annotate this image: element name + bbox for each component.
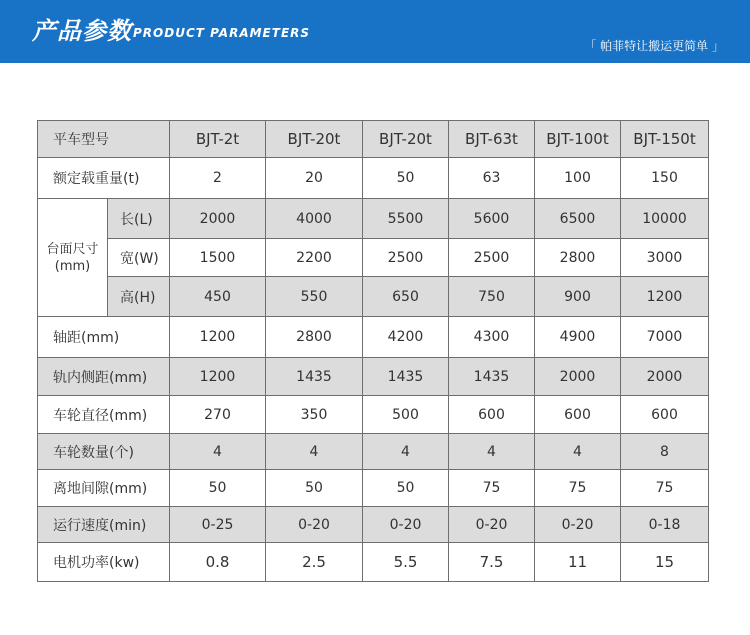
table-cell: 650 bbox=[363, 277, 449, 317]
table-cell: 5.5 bbox=[363, 543, 449, 582]
table-row-height bbox=[38, 277, 709, 317]
table-cell: 2000 bbox=[170, 199, 266, 239]
header-banner bbox=[0, 0, 750, 63]
row-label: 宽(W) bbox=[108, 239, 170, 277]
table-cell: 1435 bbox=[449, 358, 535, 396]
table-row-wheelbase bbox=[38, 317, 709, 358]
table-cell: 1500 bbox=[170, 239, 266, 277]
table-row-clearance bbox=[38, 470, 709, 507]
table-cell: 6500 bbox=[535, 199, 621, 239]
table-row-power bbox=[38, 543, 709, 582]
model-name: BJT-20t bbox=[266, 121, 363, 158]
row-label: 高(H) bbox=[108, 277, 170, 317]
table-cell: 75 bbox=[621, 470, 709, 507]
table-cell: 500 bbox=[363, 396, 449, 434]
table-cell: 2800 bbox=[535, 239, 621, 277]
table-cell: 3000 bbox=[621, 239, 709, 277]
model-name: BJT-100t bbox=[535, 121, 621, 158]
table-cell: 4900 bbox=[535, 317, 621, 358]
table-cell: 450 bbox=[170, 277, 266, 317]
table-cell: 4000 bbox=[266, 199, 363, 239]
table-cell: 5600 bbox=[449, 199, 535, 239]
table-row-load bbox=[38, 158, 709, 199]
table-cell: 2.5 bbox=[266, 543, 363, 582]
table-cell: 4 bbox=[266, 434, 363, 470]
row-label: 额定载重量(t) bbox=[38, 158, 170, 199]
table-cell: 0-18 bbox=[621, 507, 709, 543]
table-row-speed bbox=[38, 507, 709, 543]
table-cell: 1200 bbox=[170, 358, 266, 396]
table-cell: 4 bbox=[535, 434, 621, 470]
table-cell: 4 bbox=[170, 434, 266, 470]
table-cell: 2200 bbox=[266, 239, 363, 277]
table-cell: 150 bbox=[621, 158, 709, 199]
table-cell: 750 bbox=[449, 277, 535, 317]
table-cell: 8 bbox=[621, 434, 709, 470]
table-cell: 75 bbox=[449, 470, 535, 507]
table-cell: 2000 bbox=[621, 358, 709, 396]
table-cell: 4 bbox=[449, 434, 535, 470]
row-label: 长(L) bbox=[108, 199, 170, 239]
size-group-label-line1: 台面尺寸 bbox=[46, 241, 99, 257]
table-cell: 10000 bbox=[621, 199, 709, 239]
table-header-row bbox=[38, 121, 709, 158]
table-cell: 550 bbox=[266, 277, 363, 317]
row-label: 电机功率(kw) bbox=[38, 543, 170, 582]
table-cell: 2500 bbox=[363, 239, 449, 277]
table-cell: 75 bbox=[535, 470, 621, 507]
row-label: 车轮直径(mm) bbox=[38, 396, 170, 434]
row-label: 离地间隙(mm) bbox=[38, 470, 170, 507]
table-cell: 11 bbox=[535, 543, 621, 582]
model-name: BJT-2t bbox=[170, 121, 266, 158]
table-row-width bbox=[38, 239, 709, 277]
table-cell: 0-25 bbox=[170, 507, 266, 543]
table-cell: 4300 bbox=[449, 317, 535, 358]
table-cell: 5500 bbox=[363, 199, 449, 239]
table-cell: 20 bbox=[266, 158, 363, 199]
table-row-length bbox=[38, 199, 709, 239]
table-cell: 100 bbox=[535, 158, 621, 199]
table-cell: 50 bbox=[363, 470, 449, 507]
header-label: 平车型号 bbox=[38, 121, 170, 158]
table-cell: 900 bbox=[535, 277, 621, 317]
table-cell: 1435 bbox=[266, 358, 363, 396]
row-label: 运行速度(min) bbox=[38, 507, 170, 543]
size-group-label bbox=[38, 199, 108, 317]
table-cell: 600 bbox=[535, 396, 621, 434]
table-cell: 50 bbox=[266, 470, 363, 507]
table-cell: 600 bbox=[621, 396, 709, 434]
table-cell: 63 bbox=[449, 158, 535, 199]
banner-title: 产品参数 bbox=[32, 17, 132, 45]
table-cell: 15 bbox=[621, 543, 709, 582]
table-cell: 0.8 bbox=[170, 543, 266, 582]
table-cell: 0-20 bbox=[535, 507, 621, 543]
table-cell: 2 bbox=[170, 158, 266, 199]
table-row-wheel-count bbox=[38, 434, 709, 470]
table-cell: 0-20 bbox=[266, 507, 363, 543]
table-cell: 600 bbox=[449, 396, 535, 434]
banner-subtitle: PRODUCT PARAMETERS bbox=[133, 26, 311, 40]
row-label: 车轮数量(个) bbox=[38, 434, 170, 470]
model-name: BJT-63t bbox=[449, 121, 535, 158]
table-cell: 7000 bbox=[621, 317, 709, 358]
product-parameters-table bbox=[37, 120, 709, 582]
table-cell: 2000 bbox=[535, 358, 621, 396]
table-cell: 1200 bbox=[621, 277, 709, 317]
table-row-wheel-diameter bbox=[38, 396, 709, 434]
table-cell: 350 bbox=[266, 396, 363, 434]
model-name: BJT-20t bbox=[363, 121, 449, 158]
table-cell: 270 bbox=[170, 396, 266, 434]
banner-slogan: 「 帕菲特让搬运更简单 」 bbox=[584, 39, 724, 53]
table-cell: 50 bbox=[170, 470, 266, 507]
table-cell: 7.5 bbox=[449, 543, 535, 582]
table-cell: 1200 bbox=[170, 317, 266, 358]
row-label: 轴距(mm) bbox=[38, 317, 170, 358]
table-cell: 2800 bbox=[266, 317, 363, 358]
table-cell: 1435 bbox=[363, 358, 449, 396]
table-cell: 4 bbox=[363, 434, 449, 470]
model-name: BJT-150t bbox=[621, 121, 709, 158]
row-label: 轨内侧距(mm) bbox=[38, 358, 170, 396]
table-row-gauge bbox=[38, 358, 709, 396]
table-cell: 0-20 bbox=[363, 507, 449, 543]
table-cell: 50 bbox=[363, 158, 449, 199]
table-cell: 0-20 bbox=[449, 507, 535, 543]
size-group-label-line2: (mm) bbox=[54, 258, 91, 274]
table-cell: 4200 bbox=[363, 317, 449, 358]
table-cell: 2500 bbox=[449, 239, 535, 277]
